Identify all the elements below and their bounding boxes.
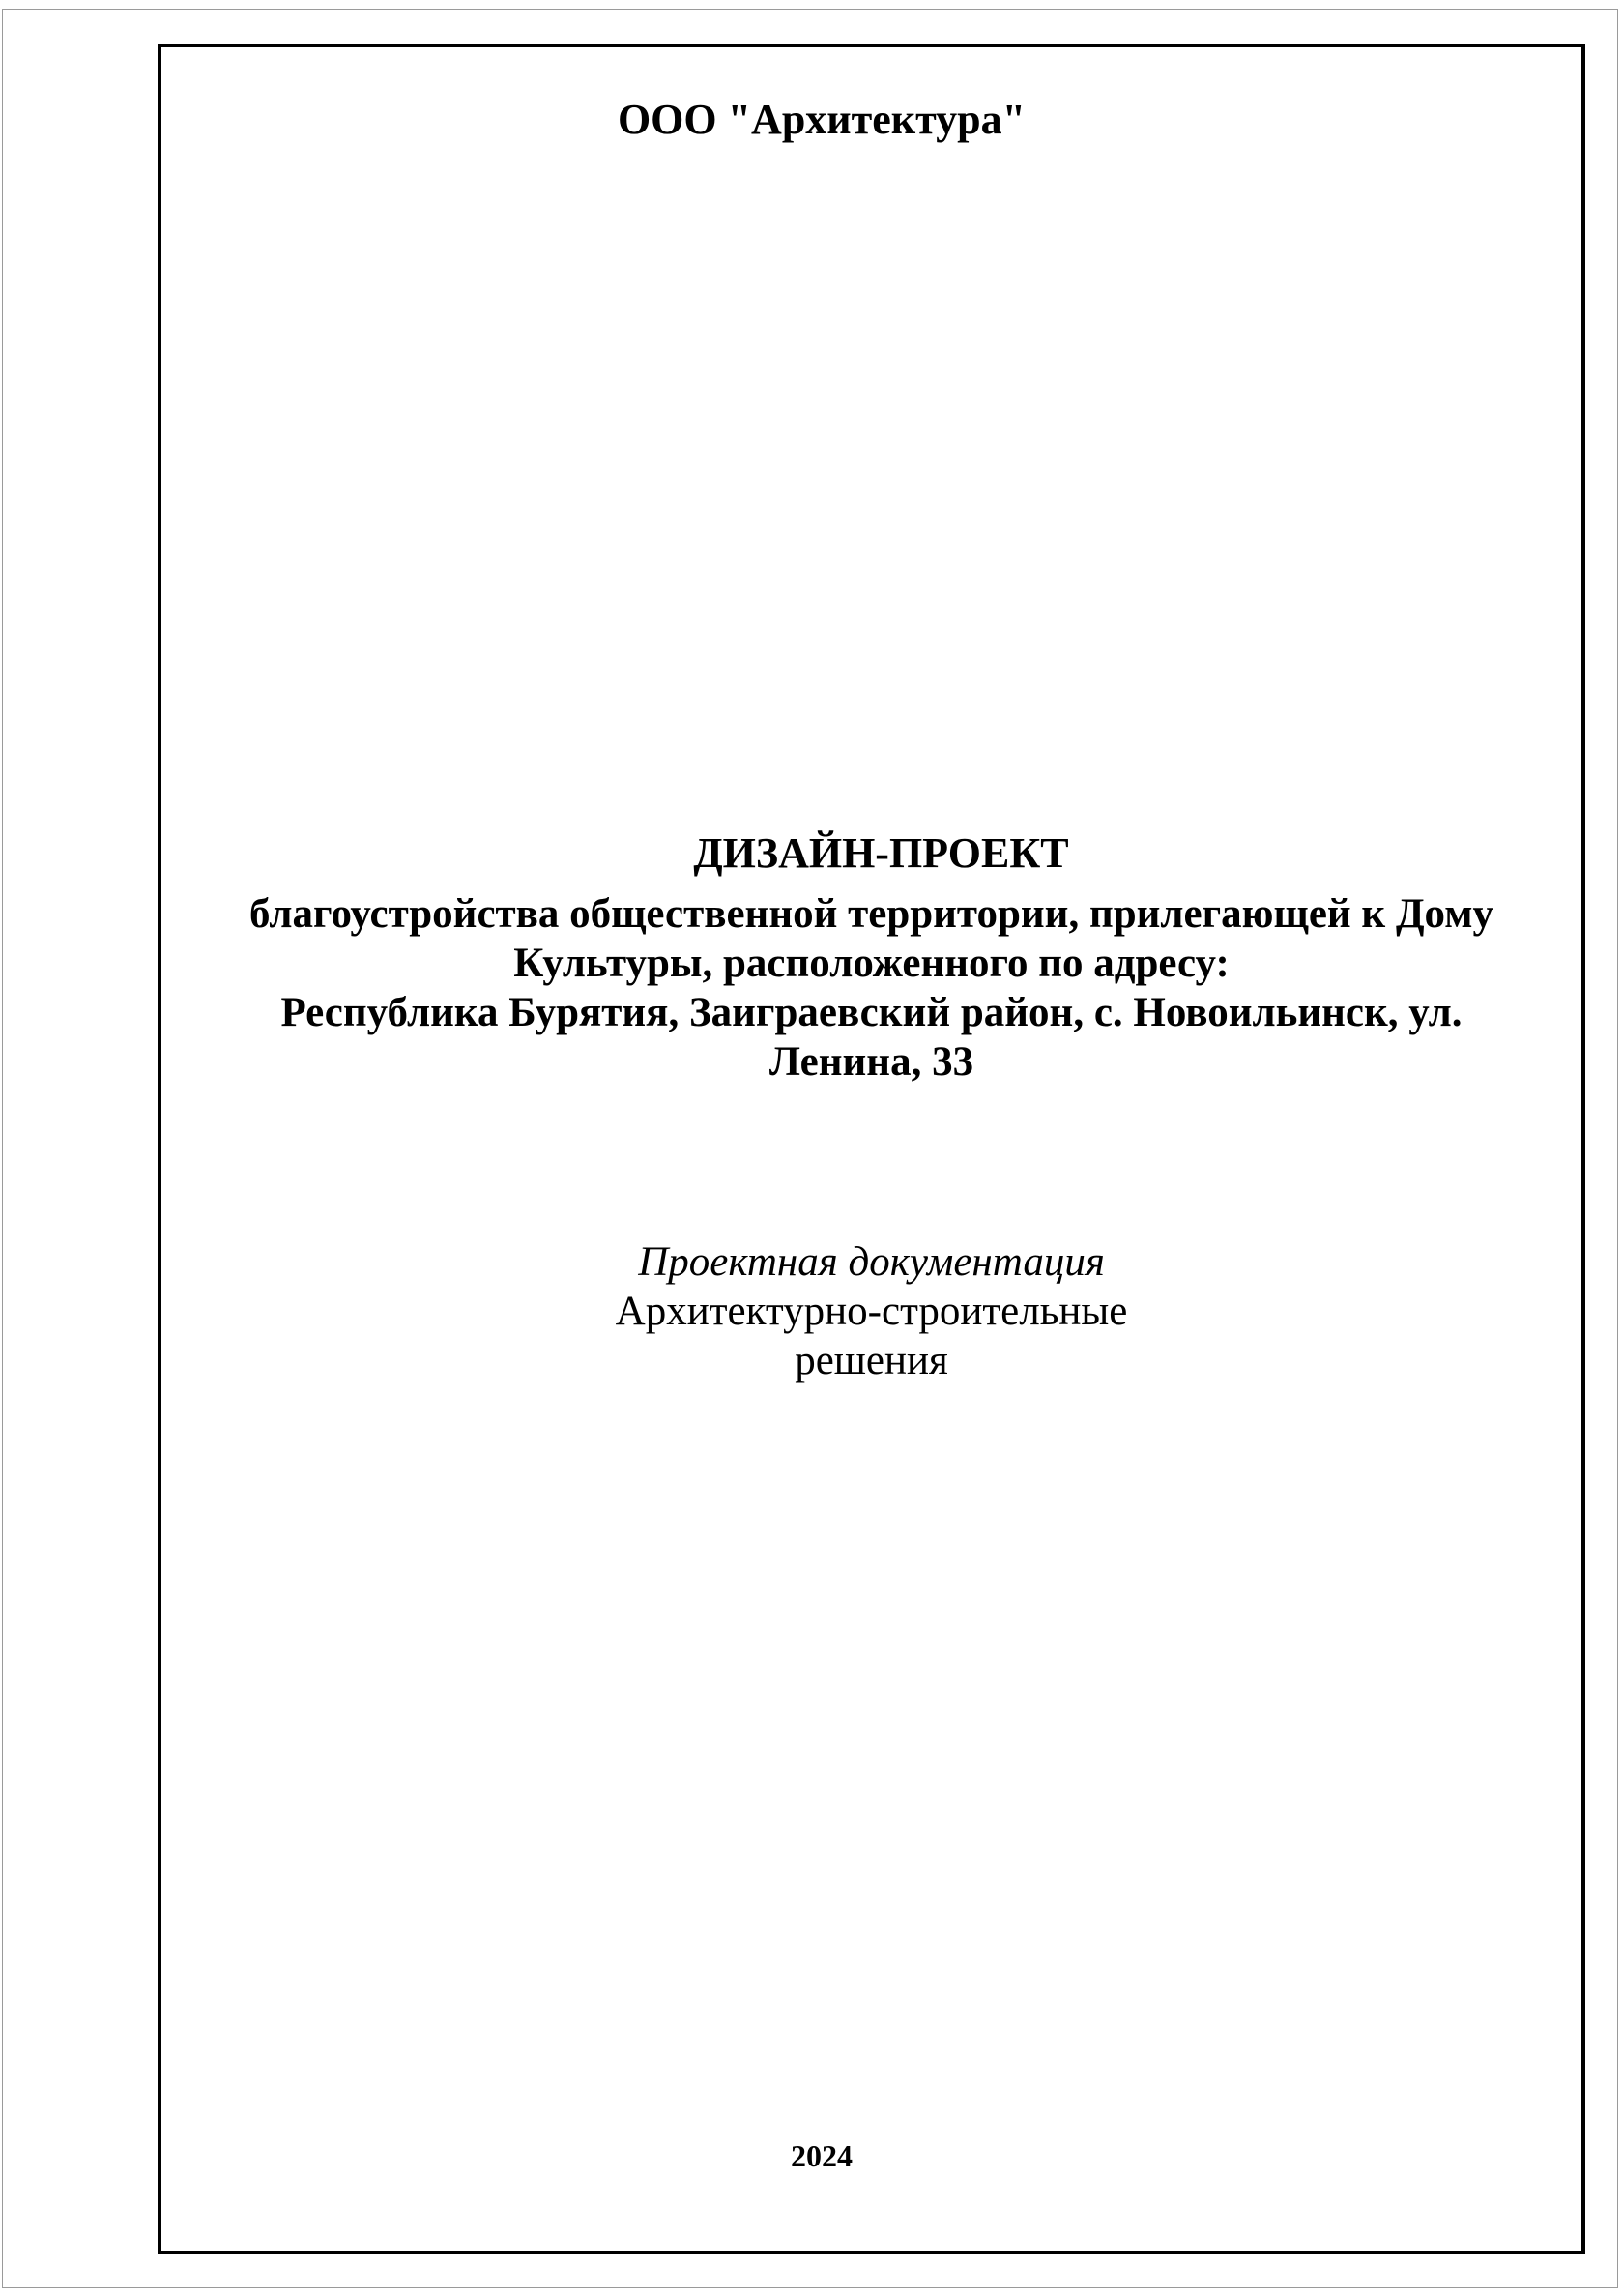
section-name-line: решения [795,1338,948,1383]
section-name-line: Архитектурно-строительные [615,1289,1128,1334]
organization-name: ООО "Архитектура" [617,96,1027,143]
title-page-frame [158,44,1585,2254]
documentation-category: Проектная документация [638,1239,1105,1285]
title-line: Ленина, 33 [768,1039,974,1085]
title-line: Республика Бурятия, Заиграевский район, с. Новоильинск, ул. [280,990,1463,1035]
title-line: благоустройства общественной территории, прилегающей к Дому [248,891,1494,937]
document-type-heading: ДИЗАЙН-ПРОЕКТ [693,829,1069,877]
title-block [158,829,1585,1087]
year: 2024 [791,2138,853,2173]
title-line: Культуры, расположенного по адресу: [513,941,1230,986]
subtitle-block [158,1237,1585,1385]
